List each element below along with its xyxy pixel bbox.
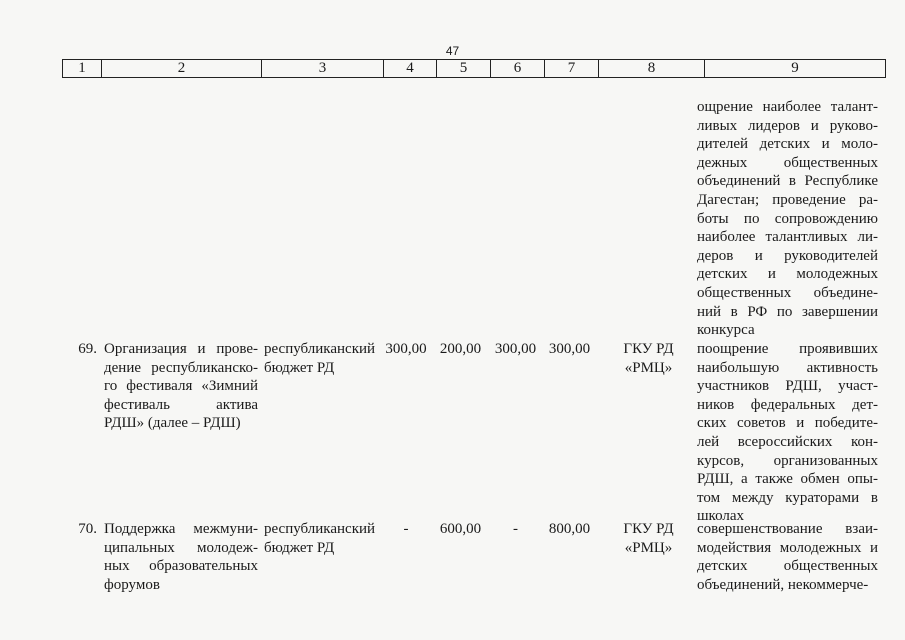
text-line: модействия молодежных и [697,539,878,556]
text-line: объединений, некоммерче- [697,576,869,593]
text-line: республиканский [264,341,376,357]
funding-source [264,520,386,557]
activity-name [104,520,258,594]
executor [596,340,701,377]
funding-source [264,340,386,377]
value-col-5: 600,00 [439,521,482,537]
text-line: наиболее талантливых ли- [697,229,878,246]
text-line: детских и молодежных [697,266,878,283]
value-col-6: 300,00 [494,341,537,357]
text-line: совершенствование взаи- [697,521,878,537]
text-line: ощрение наиболее талант- [697,99,878,115]
text-line: курсов, организованных [697,452,878,469]
text-line: ливых лидеров и руково- [697,117,878,134]
text-line: ских советов и победите- [697,415,878,432]
text-line: поощрение проявивших [697,341,878,357]
text-line: форумов [104,576,160,593]
col-header-7: 7 [545,60,599,78]
executor [596,520,701,557]
text-line: дителей детских и моло- [697,136,878,153]
text-line: бюджет РД [264,539,335,556]
col-header-9: 9 [705,60,886,78]
col-header-8: 8 [599,60,705,78]
value-col-7: 300,00 [548,341,591,357]
col-header-1: 1 [63,60,102,78]
text-line: деров и руководителей [697,247,878,264]
col-header-5: 5 [437,60,491,78]
col-header-6: 6 [491,60,545,78]
text-line: школах [697,508,745,525]
row-number: 69. [78,341,97,357]
text-line: дежных общественных [697,154,878,171]
text-line: том между кураторами в [697,489,878,506]
text-line: фестиваль актива [104,396,258,413]
col-header-2: 2 [102,60,262,78]
value-col-7: 800,00 [548,521,591,537]
text-line: лей всероссийских кон- [697,433,878,450]
value-col-6: - [513,521,518,537]
text-line: ний в РФ по завершении [697,303,878,320]
text-line: РДШ, а также обмен опы- [697,471,878,488]
value-col-5: 200,00 [439,341,482,357]
row-number: 70. [78,521,97,537]
col-header-4: 4 [384,60,437,78]
text-line: наибольшую активность [697,359,878,376]
activity-name [104,340,258,433]
text-line: Организация и прове- [104,341,258,357]
text-line: «РМЦ» [624,539,673,556]
expected-result [697,520,878,594]
text-line: конкурса [697,322,755,339]
text-line: участников РДШ, участ- [697,378,878,395]
col-header-3: 3 [262,60,384,78]
text-line: Дагестан; проведение ра- [697,191,878,208]
text-line: «РМЦ» [624,359,673,376]
text-line: объединений в Республике [697,173,878,190]
text-line: общественных объедине- [697,284,878,301]
value-col-4: - [403,521,409,537]
value-col-4: 300,00 [385,341,427,357]
text-line: ников федеральных дет- [697,396,878,413]
page-number: 47 [445,44,460,58]
text-line: бюджет РД [264,359,335,376]
continuation-text [697,98,878,340]
column-header-row [62,59,886,78]
text-line: ГКУ РД [623,521,674,537]
text-line: РДШ» (далее – РДШ) [104,415,241,432]
text-line: дение республиканско- [104,359,258,376]
text-line: го фестиваля «Зимний [104,378,258,395]
text-line: боты по сопровождению [697,210,878,227]
text-line: ципальных молодеж- [104,539,258,556]
text-line: ГКУ РД [623,341,674,357]
text-line: детских общественных [697,558,878,575]
text-line: Поддержка межмуни- [104,521,258,537]
text-line: республиканский [264,521,376,537]
expected-result [697,340,878,526]
text-line: ных образовательных [104,558,258,575]
